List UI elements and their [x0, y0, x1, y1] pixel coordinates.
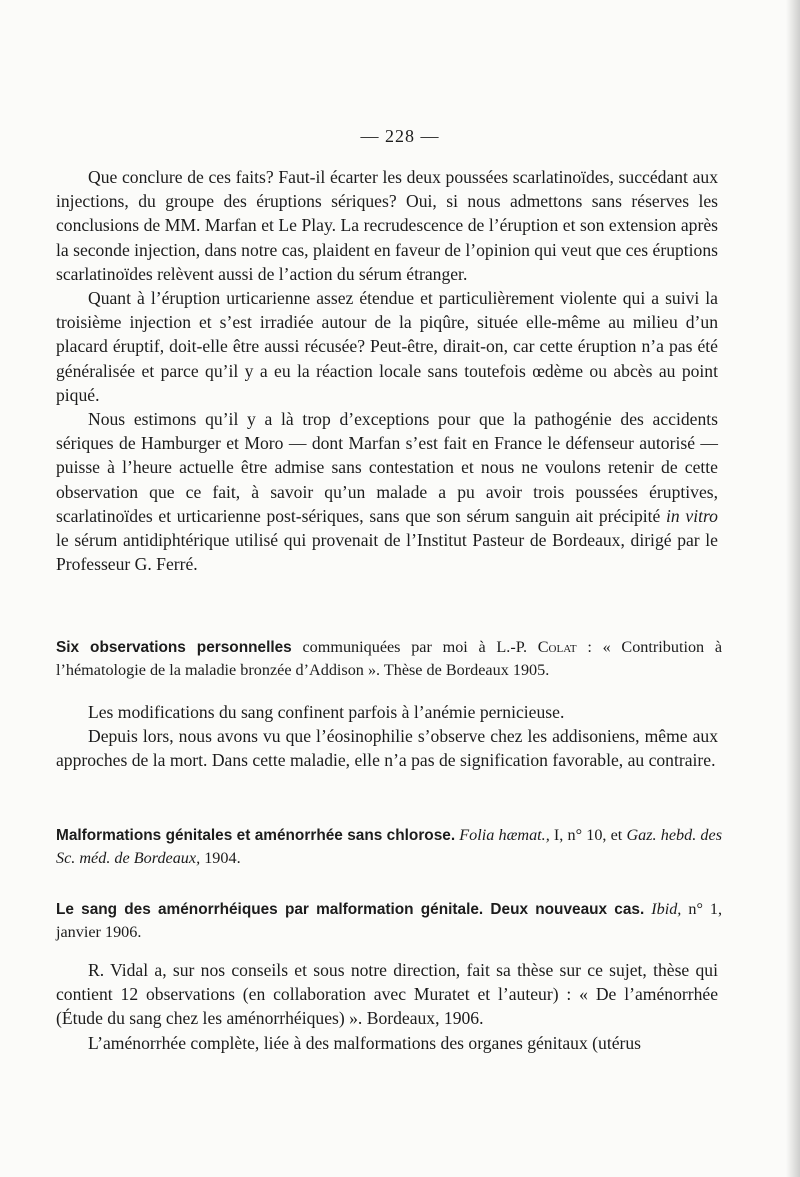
page-number: — 228 —	[360, 126, 440, 146]
reference-malformations	[56, 824, 722, 870]
reference-amenorrhea-title: Le sang des aménorrhéiques par malformation génitale. Deux nouveaux cas.	[56, 901, 645, 918]
amenorrhea-section	[56, 958, 718, 1055]
reference-amenorrhea-ibid: Ibid,	[651, 900, 682, 918]
reference-malformations-gazette: Gaz. hebd. des Sc. méd. de Bordeaux,	[56, 826, 722, 867]
discussion-section	[56, 165, 718, 576]
reference-addison	[56, 636, 722, 682]
reference-malformations-volume: I, n° 10, et	[553, 826, 623, 844]
paragraph-complete-amenorrhea: L’aménorrhée complète, liée à des malformations des organes génitaux (utérus	[88, 1032, 642, 1053]
paragraph-eosinophilia: Depuis lors, nous avons vu que l’éosinophilie s’observe chez les addisoniens, même aux approches de la mort. Dans cette maladie, elle n’a pas de signification favorable, au contraire.	[56, 726, 718, 771]
in-vitro-italic: in vitro	[666, 505, 718, 526]
reference-malformations-year: 1904.	[204, 849, 241, 867]
paragraph-blood-modifications: Les modifications du sang confinent parfois à l’anémie pernicieuse.	[88, 702, 565, 722]
reference-amenorrhea	[56, 898, 722, 944]
addison-notes	[56, 700, 718, 773]
paragraph-conclusion: Que conclure de ces faits? Faut-il écarter les deux poussées scarlatinoïdes, succédant aux injections, du groupe des éruptions sériques? Oui, si nous admettons sans réserves les conclusions de MM. Marfan et Le Play. La recrudescence de l’éruption et son extension après la seconde injection, dans notre cas, plaident en faveur de l’opinion qui veut que ces éruptions scarlatinoïdes relèvent aussi de l’action du sérum étranger.	[56, 167, 718, 284]
paragraph-vidal-thesis: R. Vidal a, sur nos conseils et sous notre direction, fait sa thèse sur ce sujet, thèse qui contient 12 observations (en collaboration avec Muratet et l’auteur) : « De l’aménorrhée (Étude du sang chez les aménorrhéiques) ». Bordeaux, 1906.	[56, 960, 718, 1029]
reference-malformations-journal: Folia hæmat.,	[459, 826, 550, 844]
reference-addison-text: communiquées par moi à L.-P.	[302, 638, 527, 656]
paragraph-urticarial-eruption: Quant à l’éruption urticarienne assez étendue et particulièrement violente qui a suivi la troisième injection et s’est irradiée autour de la piqûre, située elle-même au milieu d’un placard éruptif, doit-elle être aussi récusée? Peut-être, dirait-on, car cette éruption n’a pas été généralisée et parce qu’il y a eu la réaction locale sans toutefois œdème ou abcès au point piqué.	[56, 288, 718, 405]
page-edge-shadow	[786, 0, 800, 1177]
reference-malformations-title: Malformations génitales et aménorrhée sans chlorose.	[56, 827, 456, 844]
reference-addison-citation: : « Contribution à l’hématologie de la maladie bronzée d’Addison ». Thèse de Bordeaux 1905.	[56, 638, 723, 679]
paragraph-pathogeny	[56, 407, 718, 576]
reference-addison-title: Six observations personnelles	[56, 639, 292, 656]
pathogeny-text-end: le sérum antidiphtérique utilisé qui provenait de l’Institut Pasteur de Bordeaux, dirigé par le Professeur G. Ferré.	[56, 530, 718, 575]
reference-amenorrhea-date: n° 1, janvier 1906.	[56, 900, 723, 941]
pathogeny-text-start: Nous estimons qu’il y a là trop d’exceptions pour que la pathogénie des accidents sériques de Hamburger et Moro — dont Marfan s’est fait en France le défenseur autorisé — puisse à l’heure actuelle être admise sans contestation et nous ne voulons retenir de cette observation que ce fait, à savoir qu’un malade a pu avoir trois poussées éruptives, scarlatinoïdes et urticarienne post-sériques, sans que son sérum sanguin ait précipité	[56, 409, 718, 526]
reference-addison-author: Colat	[537, 638, 577, 656]
